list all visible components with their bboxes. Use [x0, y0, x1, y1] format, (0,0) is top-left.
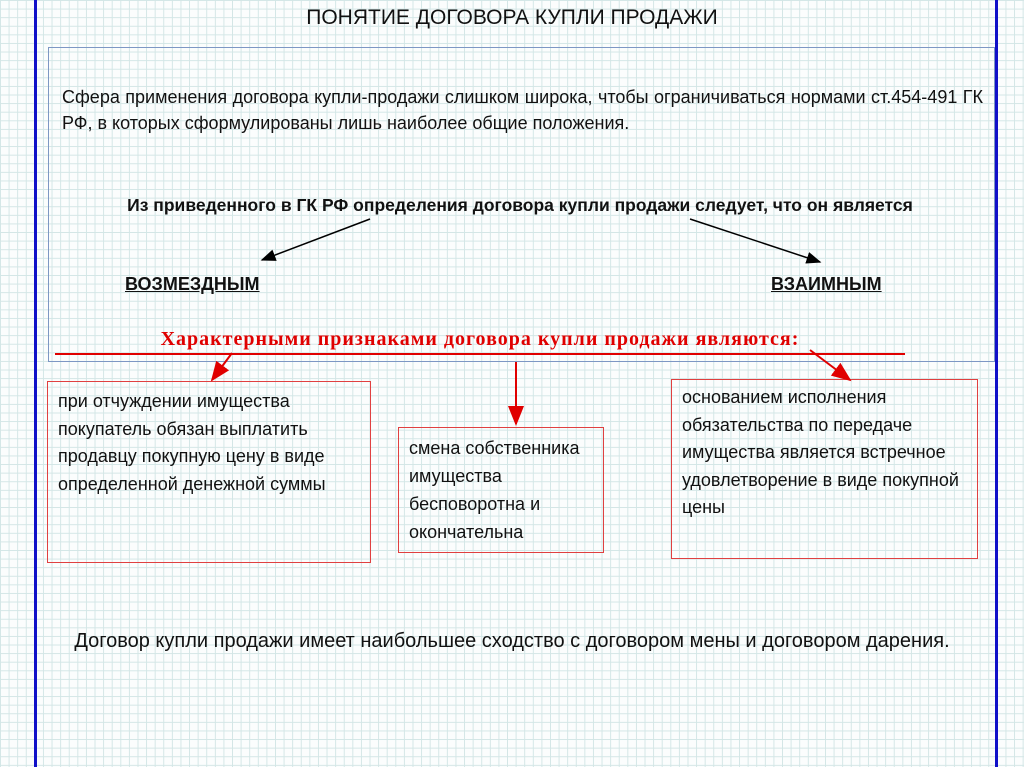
kind-compensated: ВОЗМЕЗДНЫМ	[125, 274, 260, 294]
intro-paragraph: Сфера применения договора купли-продажи слишком широка, чтобы ограничиваться нормами ст.454-491 ГК РФ, в которых сформулированы лишь наиболее общие положения.	[62, 87, 983, 133]
arrow-to-feature-3	[810, 350, 850, 380]
slide-title: ПОНЯТИЕ ДОГОВОРА КУПЛИ ПРОДАЖИ	[306, 6, 718, 29]
feature-text: основанием исполнения обязательства по передаче имущества является встречное удовлетворение в виде покупной цены	[682, 387, 959, 517]
feature-text: смена собственника имущества бесповоротна и окончательна	[409, 438, 580, 542]
definition-text: Из приведенного в ГК РФ определения договора купли продажи следует, что он является	[127, 195, 913, 215]
feature-text: при отчуждении имущества покупатель обязан выплатить продавцу покупную цену в виде определенной денежной суммы	[58, 391, 326, 494]
features-heading: Характерными признаками договора купли продажи являются:	[55, 328, 905, 355]
arrow-to-feature-1	[212, 353, 232, 380]
arrow-to-compensated	[262, 219, 370, 260]
arrow-to-mutual	[690, 219, 820, 262]
kind-mutual: ВЗАИМНЫМ	[771, 274, 882, 294]
conclusion-text: Договор купли продажи имеет наибольшее сходство с договором мены и договором дарения.	[74, 630, 950, 652]
